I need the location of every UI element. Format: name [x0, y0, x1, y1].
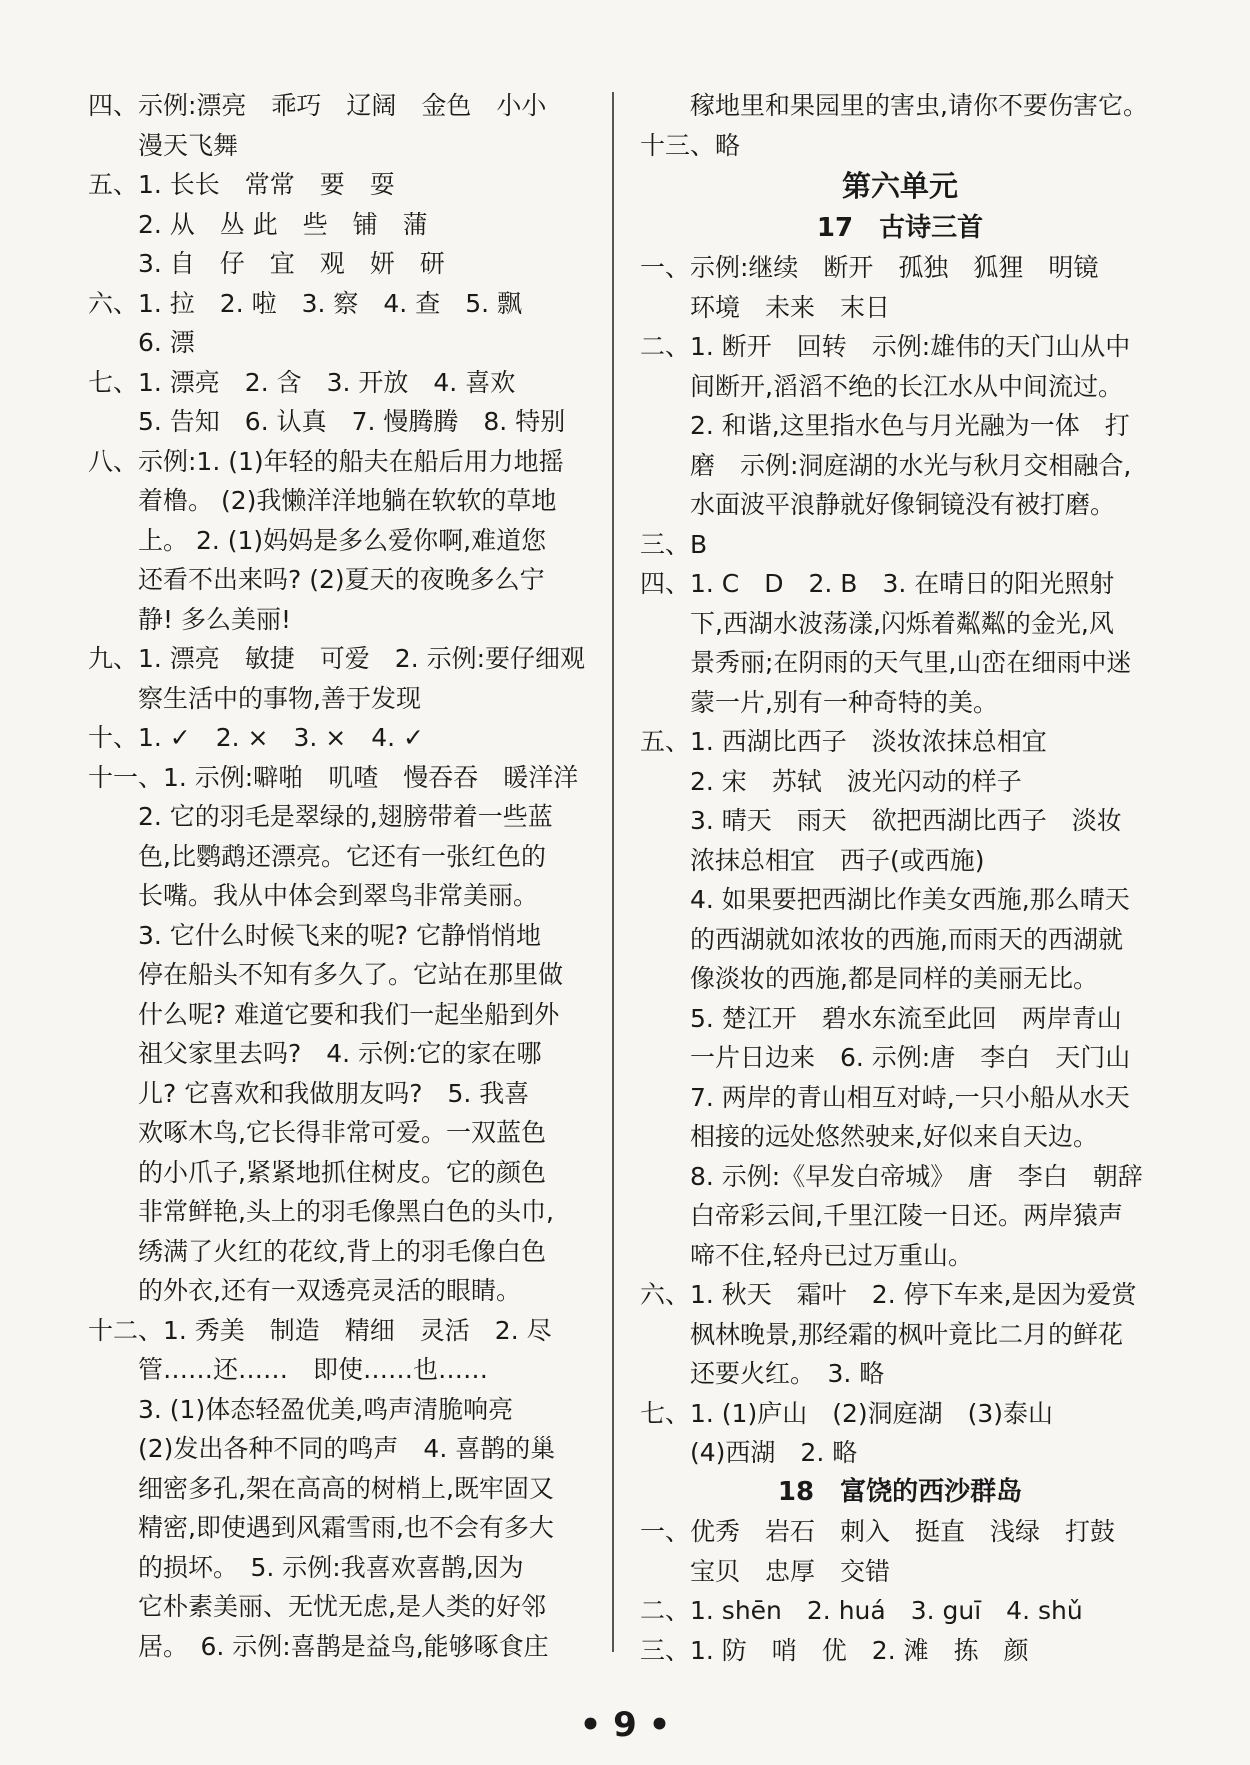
- answer-line: 间断开,滔滔不绝的长江水从中间流过。: [690, 371, 1123, 401]
- answer-line: 欢啄木鸟,它长得非常可爱。一双蓝色: [138, 1118, 546, 1147]
- answer-line: 五、1. 西湖比西子 淡妆浓抹总相宜: [640, 727, 1047, 756]
- answer-line: 九、1. 漂亮 敏捷 可爱 2. 示例:要仔细观: [88, 644, 586, 673]
- answer-line: 居。 6. 示例:喜鹊是益鸟,能够啄食庄: [138, 1631, 549, 1661]
- answer-line: 十一、1. 示例:噼啪 叽喳 慢吞吞 暖洋洋: [88, 762, 579, 792]
- answer-line: 七、1. (1)庐山 (2)洞庭湖 (3)泰山: [640, 1398, 1054, 1428]
- answer-line: 啼不住,轻舟已过万重山。: [690, 1240, 973, 1270]
- right-column: [640, 86, 1160, 1670]
- answer-line: 十二、1. 秀美 制造 精细 灵活 2. 尽: [88, 1315, 552, 1345]
- answer-line: 2. 和谐,这里指水色与月光融为一体 打: [690, 411, 1130, 440]
- answer-line: 七、1. 漂亮 2. 含 3. 开放 4. 喜欢: [88, 367, 516, 397]
- answer-line: 3. 自 仔 宜 观 妍 研: [138, 249, 445, 278]
- answer-line: 宝贝 忠厚 交错: [690, 1556, 891, 1586]
- answer-line: 十、1. ✓ 2. × 3. × 4. ✓: [88, 723, 424, 752]
- answer-line: 5. 楚江开 碧水东流至此回 两岸青山: [690, 1003, 1122, 1033]
- answer-line: 细密多孔,架在高高的树梢上,既牢固又: [138, 1473, 554, 1503]
- answer-line: (2)发出各种不同的鸣声 4. 喜鹊的巢: [138, 1434, 556, 1463]
- answer-line: 稼地里和果园里的害虫,请你不要伤害它。: [690, 91, 1148, 120]
- answer-line: 7. 两岸的青山相互对峙,一只小船从水天: [690, 1082, 1130, 1112]
- answer-line: 二、1. 断开 回转 示例:雄伟的天门山从中: [640, 332, 1131, 361]
- answer-line: 察生活中的事物,善于发现: [138, 683, 421, 713]
- answer-line: 停在船头不知有多久了。它站在那里做: [138, 960, 564, 989]
- answer-line: 6. 漂: [138, 328, 195, 357]
- answer-line: 三、1. 防 哨 优 2. 滩 拣 颜: [640, 1635, 1029, 1665]
- answer-line: 磨 示例:洞庭湖的水光与秋月交相融合,: [690, 450, 1132, 480]
- answer-line: 长嘴。我从中体会到翠鸟非常美丽。: [138, 881, 539, 910]
- answer-line: 像淡妆的西施,都是同样的美丽无比。: [690, 964, 1098, 993]
- answer-line: 浓抹总相宜 西子(或西施): [690, 845, 985, 875]
- left-column: [88, 86, 608, 1666]
- answer-line: 一、示例:继续 断开 孤独 狐狸 明镜: [640, 253, 1099, 282]
- answer-line: 5. 告知 6. 认真 7. 慢腾腾 8. 特别: [138, 407, 566, 436]
- answer-line: 一片日边来 6. 示例:唐 李白 天门山: [690, 1043, 1131, 1072]
- answer-line: 2. 宋 苏轼 波光闪动的样子: [690, 766, 1022, 796]
- answer-line: 儿? 它喜欢和我做朋友吗? 5. 我喜: [138, 1078, 530, 1108]
- answer-line: 的西湖就如浓妆的西施,而雨天的西湖就: [690, 924, 1123, 954]
- answer-line: 什么呢? 难道它要和我们一起坐船到外: [138, 999, 560, 1029]
- answer-line: 管……还…… 即使……也……: [138, 1355, 489, 1384]
- answer-line: 一、优秀 岩石 刺入 挺直 浅绿 打鼓: [640, 1517, 1116, 1546]
- column-divider: [612, 92, 614, 1652]
- section-heading: 第六单元: [841, 169, 958, 203]
- answer-line: 3. 晴天 雨天 欲把西湖比西子 淡妆: [690, 806, 1122, 835]
- answer-line: 六、1. 拉 2. 啦 3. 察 4. 查 5. 飘: [88, 288, 522, 318]
- answer-line: 四、示例:漂亮 乖巧 辽阔 金色 小小: [88, 91, 547, 120]
- section-heading: 17 古诗三首: [816, 212, 984, 243]
- answer-line: 相接的远处悠然驶来,好似来自天边。: [690, 1122, 1098, 1151]
- answer-line: 漫天飞舞: [138, 130, 239, 160]
- answer-line: 枫林晚景,那经霜的枫叶竟比二月的鲜花: [690, 1319, 1123, 1349]
- answer-line: 的小爪子,紧紧地抓住树皮。它的颜色: [138, 1157, 546, 1187]
- answer-line: 精密,即使遇到风霜雪雨,也不会有多大: [138, 1513, 554, 1542]
- page-number: • 9 •: [579, 1705, 671, 1745]
- answer-line: 非常鲜艳,头上的羽毛像黑白色的头巾,: [138, 1197, 554, 1226]
- answer-line: 3. (1)体态轻盈优美,鸣声清脆响亮: [138, 1394, 514, 1424]
- answer-line: 十三、略: [640, 130, 741, 160]
- answer-line: 五、1. 长长 常常 要 耍: [88, 170, 395, 199]
- answer-line: 2. 从 丛 此 些 铺 蒲: [138, 209, 428, 239]
- answer-line: 景秀丽;在阴雨的天气里,山峦在细雨中迷: [690, 648, 1132, 677]
- answer-line: 环境 未来 末日: [690, 292, 891, 322]
- answer-line: 蒙一片,别有一种奇特的美。: [690, 687, 998, 717]
- answer-line: 水面波平浪静就好像铜镜没有被打磨。: [690, 490, 1116, 519]
- answer-line: 的损坏。 5. 示例:我喜欢喜鹊,因为: [138, 1552, 524, 1582]
- answer-line: 六、1. 秋天 霜叶 2. 停下车来,是因为爱赏: [640, 1280, 1137, 1309]
- answer-line: 它朴素美丽、无忧无虑,是人类的好邻: [138, 1592, 546, 1621]
- answer-line: 八、示例:1. (1)年轻的船夫在船后用力地摇: [88, 446, 564, 476]
- answer-line: 还要火红。 3. 略: [690, 1359, 885, 1388]
- answer-line: 白帝彩云间,千里江陵一日还。两岸猿声: [690, 1201, 1123, 1230]
- answer-line: 还看不出来吗? (2)夏天的夜晚多么宁: [138, 565, 545, 594]
- answer-line: 静! 多么美丽!: [138, 604, 291, 634]
- answer-line: (4)西湖 2. 略: [690, 1438, 858, 1467]
- answer-line: 四、1. C D 2. B 3. 在晴日的阳光照射: [640, 569, 1115, 598]
- answer-line: 色,比鹦鹉还漂亮。它还有一张红色的: [138, 841, 546, 871]
- answer-line: 4. 如果要把西湖比作美女西施,那么晴天: [690, 885, 1130, 914]
- answer-line: 2. 它的羽毛是翠绿的,翅膀带着一些蓝: [138, 802, 553, 831]
- answer-line: 3. 它什么时候飞来的呢? 它静悄悄地: [138, 920, 542, 950]
- answer-line: 的外衣,还有一双透亮灵活的眼睛。: [138, 1276, 521, 1305]
- section-heading: 18 富饶的西沙群岛: [777, 1476, 1023, 1507]
- answer-line: 8. 示例:《早发白帝城》 唐 李白 朝辞: [690, 1161, 1143, 1191]
- answer-line: 着橹。 (2)我懒洋洋地躺在软软的草地: [138, 486, 557, 515]
- answer-line: 三、B: [640, 529, 708, 559]
- answer-line: 绣满了火红的花纹,背上的羽毛像白色: [138, 1236, 546, 1266]
- answer-line: 下,西湖水波荡漾,闪烁着粼粼的金光,风: [690, 608, 1114, 638]
- answer-line: 上。 2. (1)妈妈是多么爱你啊,难道您: [138, 525, 547, 555]
- answer-line: 祖父家里去吗? 4. 示例:它的家在哪: [138, 1039, 542, 1068]
- answer-line: 二、1. shēn 2. huá 3. guī 4. shǔ: [640, 1596, 1083, 1625]
